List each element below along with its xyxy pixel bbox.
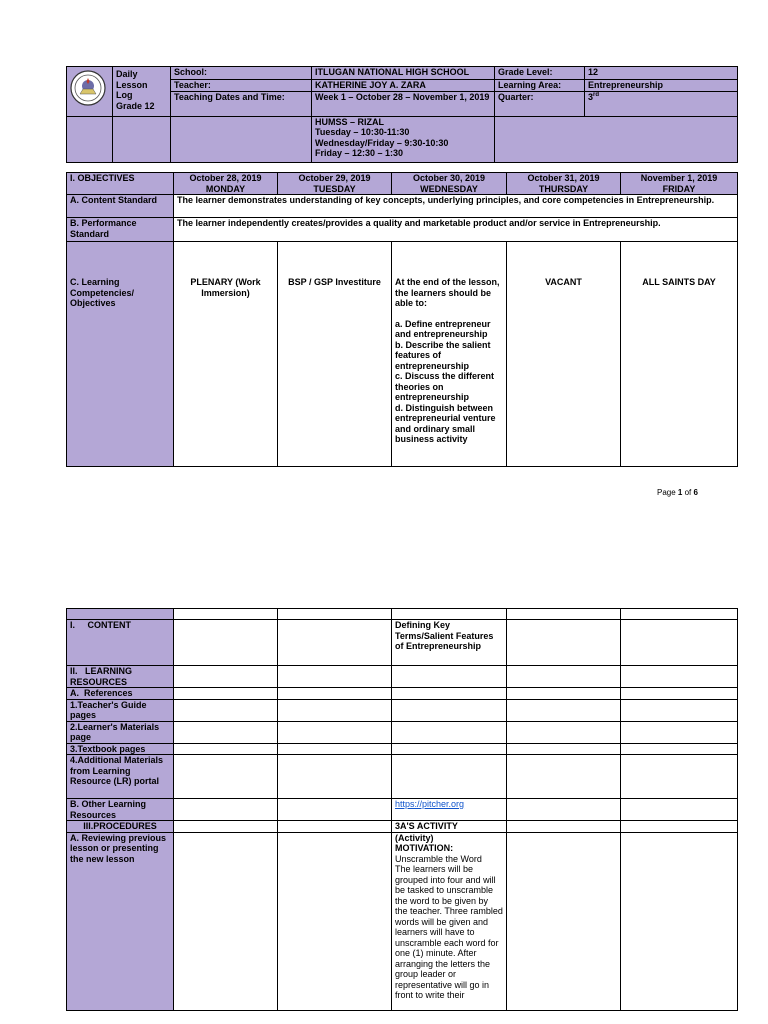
objectives-table — [66, 172, 738, 467]
quarter-suffix: rd — [593, 91, 600, 98]
content-label: I. CONTENT — [67, 620, 174, 666]
empty-cell — [392, 743, 507, 755]
motivation-cell — [392, 832, 507, 1010]
empty-cell — [278, 699, 392, 721]
empty-cell — [621, 699, 738, 721]
thursday-competency: VACANT — [507, 242, 621, 467]
empty-cell — [174, 743, 278, 755]
empty-cell — [621, 666, 738, 688]
quarter-label: Quarter: — [495, 91, 585, 116]
empty-cell — [392, 688, 507, 700]
learning-resources-label: II. LEARNING RESOURCES — [67, 666, 174, 688]
competency-item: b. Describe the salient features of entrepreneurship — [395, 339, 491, 371]
school-value: ITLUGAN NATIONAL HIGH SCHOOL — [312, 67, 495, 80]
grade-level-label: Grade Level: — [495, 67, 585, 80]
dates-label: Teaching Dates and Time: — [171, 91, 312, 116]
day-date: October 29, 2019 — [298, 173, 371, 183]
empty-cell — [278, 743, 392, 755]
wednesday-competency — [392, 242, 507, 467]
empty-cell — [621, 799, 738, 821]
day-date: October 30, 2019 — [412, 173, 486, 183]
day-header-thursday — [507, 173, 621, 195]
empty-cell — [621, 609, 738, 620]
empty-cell — [174, 832, 278, 1010]
empty-cell — [621, 821, 738, 833]
day-date: November 1, 2019 — [640, 173, 718, 183]
empty-cell — [507, 799, 621, 821]
empty-cell — [507, 699, 621, 721]
empty-cell — [392, 699, 507, 721]
competencies-label: C. Learning Competencies/ Objectives — [67, 242, 174, 467]
competency-intro: At the end of the lesson, the learners should be able to: — [395, 277, 500, 308]
schedule-line: Friday – 12:30 – 1:30 — [315, 148, 404, 158]
quarter-number: 3 — [588, 91, 594, 102]
log-title-line: Grade 12 — [116, 100, 155, 111]
logo-cell — [67, 67, 113, 117]
empty-cell — [507, 755, 621, 799]
empty-cell — [67, 609, 174, 620]
quarter-value — [585, 91, 738, 116]
empty-cell — [507, 688, 621, 700]
day-name: TUESDAY — [313, 183, 356, 194]
empty-cell — [621, 755, 738, 799]
motivation-heading: MOTIVATION: — [395, 843, 454, 853]
objectives-heading: I. OBJECTIVES — [67, 173, 174, 195]
empty-cell — [495, 116, 738, 162]
empty-cell — [174, 821, 278, 833]
empty-cell — [507, 609, 621, 620]
learners-materials-label: 2.Learner's Materials page — [67, 721, 174, 743]
empty-cell — [392, 755, 507, 799]
empty-cell — [621, 721, 738, 743]
page-number — [657, 488, 698, 497]
page-middle: of — [682, 488, 694, 497]
competency-item: c. Discuss the different theories on entrepreneurship — [395, 371, 495, 402]
log-title-line: Log — [116, 90, 133, 100]
empty-cell — [278, 755, 392, 799]
empty-cell — [392, 666, 507, 688]
teacher-label: Teacher: — [171, 80, 312, 92]
empty-cell — [174, 799, 278, 821]
log-title-line: Daily — [116, 69, 138, 79]
empty-cell — [174, 666, 278, 688]
performance-standard-label: B. Performance Standard — [67, 218, 174, 242]
empty-cell — [507, 666, 621, 688]
content-wednesday: Defining Key Terms/Salient Features of Entrepreneurship — [392, 620, 507, 666]
activity-heading: (Activity) — [395, 832, 434, 843]
empty-cell — [174, 721, 278, 743]
learning-area-value: Entrepreneurship — [585, 80, 738, 92]
pitcher-link[interactable]: https://pitcher.org — [395, 799, 465, 809]
empty-cell — [392, 609, 507, 620]
empty-cell — [174, 609, 278, 620]
monday-competency: PLENARY (Work Immersion) — [174, 242, 278, 467]
deped-seal-icon — [69, 69, 107, 107]
other-resources-cell — [392, 799, 507, 821]
grade-level-value: 12 — [585, 67, 738, 80]
reviewing-label: A. Reviewing previous lesson or presenting the new lesson — [67, 832, 174, 1010]
page-current: 1 — [677, 488, 683, 497]
empty-cell — [278, 832, 392, 1010]
additional-materials-label: 4.Additional Materials from Learning Resource (LR) portal — [67, 755, 174, 799]
empty-cell — [174, 755, 278, 799]
schedule-line: Wednesday/Friday – 9:30-10:30 — [315, 137, 449, 148]
friday-competency: ALL SAINTS DAY — [621, 242, 738, 467]
motivation-text: Unscramble the Word The learners will be grouped into four and will be tasked to unscramble the word to be given by the teacher. Three rambled words will be given and learners will have to unscramble each word for one (1) minute. After arranging the letters the group leader or representative will go in front to write their — [395, 853, 503, 1000]
empty-cell — [507, 821, 621, 833]
procedures-wednesday: 3A'S ACTIVITY — [392, 821, 507, 833]
references-label: A. References — [67, 688, 174, 700]
empty-cell — [171, 116, 312, 162]
empty-cell — [507, 721, 621, 743]
day-name: THURSDAY — [538, 183, 589, 194]
teacher-value: KATHERINE JOY A. ZARA — [312, 80, 495, 92]
empty-cell — [621, 688, 738, 700]
day-header-tuesday — [278, 173, 392, 195]
procedures-label: III.PROCEDURES — [67, 821, 174, 833]
schedule-line: HUMSS – RIZAL — [315, 116, 385, 127]
page-total: 6 — [693, 488, 698, 497]
empty-cell — [621, 832, 738, 1010]
empty-cell — [621, 743, 738, 755]
content-standard-label: A. Content Standard — [67, 195, 174, 218]
empty-cell — [278, 799, 392, 821]
empty-cell — [174, 620, 278, 666]
school-label: School: — [171, 67, 312, 80]
dates-value: Week 1 – October 28 – November 1, 2019 — [312, 91, 495, 116]
empty-cell — [278, 821, 392, 833]
empty-cell — [278, 620, 392, 666]
day-header-monday — [174, 173, 278, 195]
content-table — [66, 608, 738, 1011]
empty-cell — [392, 721, 507, 743]
daily-lesson-log-title — [113, 67, 171, 117]
empty-cell — [278, 609, 392, 620]
competency-item: d. Distinguish between entrepreneurial venture and ordinary small business activity — [395, 402, 496, 444]
empty-cell — [67, 116, 113, 162]
empty-cell — [507, 743, 621, 755]
competency-item: a. Define entrepreneur and entrepreneurship — [395, 318, 491, 339]
day-header-wednesday — [392, 173, 507, 195]
tuesday-competency: BSP / GSP Investiture — [278, 242, 392, 467]
textbook-label: 3.Textbook pages — [67, 743, 174, 755]
log-title-line: Lesson — [116, 79, 148, 90]
other-resources-label: B. Other Learning Resources — [67, 799, 174, 821]
empty-cell — [507, 620, 621, 666]
empty-cell — [278, 721, 392, 743]
empty-cell — [113, 116, 171, 162]
day-header-friday — [621, 173, 738, 195]
learning-area-label: Learning Area: — [495, 80, 585, 92]
teachers-guide-label: 1.Teacher's Guide pages — [67, 699, 174, 721]
empty-cell — [507, 832, 621, 1010]
day-date: October 28, 2019 — [189, 173, 262, 183]
empty-cell — [278, 666, 392, 688]
empty-cell — [278, 688, 392, 700]
empty-cell — [174, 699, 278, 721]
schedule-line: Tuesday – 10:30-11:30 — [315, 127, 410, 137]
performance-standard-text: The learner independently creates/provides a quality and marketable product and/or service in Entrepreneurship. — [174, 218, 738, 242]
empty-cell — [621, 620, 738, 666]
content-standard-text: The learner demonstrates understanding of key concepts, underlying principles, and core competencies in Entrepreneurship. — [174, 195, 738, 218]
day-name: FRIDAY — [662, 183, 696, 194]
page-prefix: Page — [657, 488, 678, 497]
empty-cell — [174, 688, 278, 700]
day-name: MONDAY — [205, 183, 246, 194]
day-name: WEDNESDAY — [420, 183, 478, 194]
schedule-cell — [312, 116, 495, 162]
header-table — [66, 66, 738, 163]
day-date: October 31, 2019 — [527, 173, 600, 183]
